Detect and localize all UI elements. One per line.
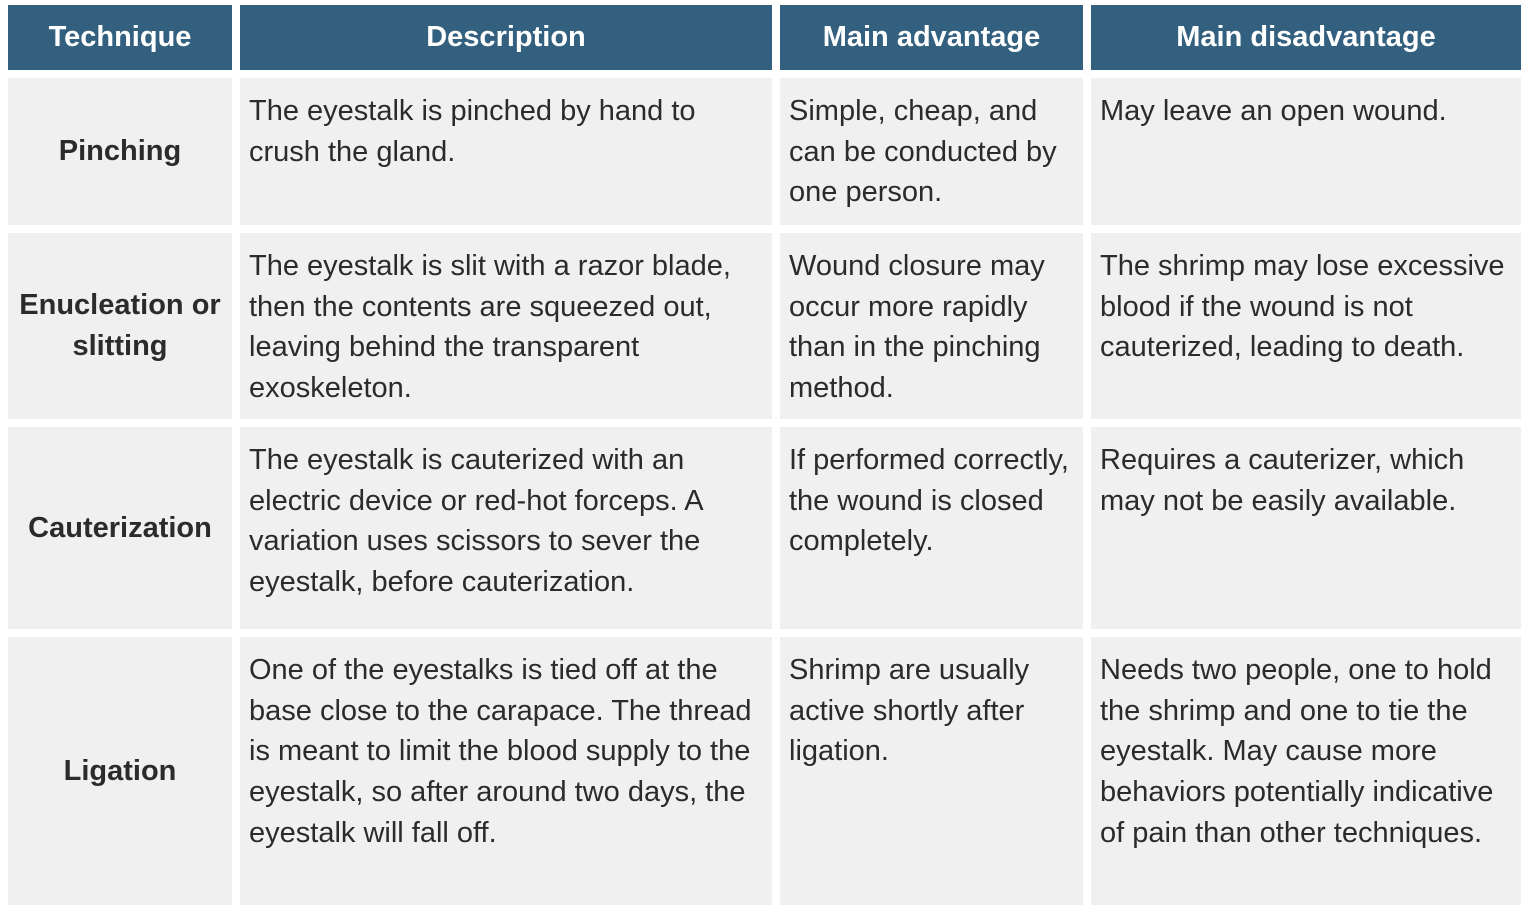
row-advantage-cell: Simple, cheap, and can be conducted by one person. <box>780 78 1083 225</box>
row-disadvantage-cell: Needs two people, one to hold the shrimp and one to tie the eyestalk. May cause more behaviors potentially indicative of pain than other techniques. <box>1091 637 1521 905</box>
comparison-table <box>8 5 1521 905</box>
row-advantage-cell: Wound closure may occur more rapidly than in the pinching method. <box>780 233 1083 419</box>
row-technique-cell: Enucleation or slitting <box>8 233 232 419</box>
row-advantage-cell: Shrimp are usually active shortly after ligation. <box>780 637 1083 905</box>
row-description-cell: The eyestalk is slit with a razor blade, then the contents are squeezed out, leaving behind the transparent exoskeleton. <box>240 233 772 419</box>
header-technique: Technique <box>8 5 232 70</box>
row-technique-cell: Ligation <box>8 637 232 905</box>
header-description: Description <box>240 5 772 70</box>
row-description-cell: The eyestalk is cauterized with an electric device or red-hot forceps. A variation uses scissors to sever the eyestalk, before cauterization. <box>240 427 772 629</box>
header-main-advantage: Main advantage <box>780 5 1083 70</box>
row-advantage-cell: If performed correctly, the wound is closed completely. <box>780 427 1083 629</box>
row-description-cell: The eyestalk is pinched by hand to crush the gland. <box>240 78 772 225</box>
row-description-cell: One of the eyestalks is tied off at the base close to the carapace. The thread is meant to limit the blood supply to the eyestalk, so after around two days, the eyestalk will fall off. <box>240 637 772 905</box>
row-technique-cell: Cauterization <box>8 427 232 629</box>
row-disadvantage-cell: Requires a cauterizer, which may not be easily available. <box>1091 427 1521 629</box>
row-disadvantage-cell: The shrimp may lose excessive blood if the wound is not cauterized, leading to death. <box>1091 233 1521 419</box>
row-disadvantage-cell: May leave an open wound. <box>1091 78 1521 225</box>
row-technique-cell: Pinching <box>8 78 232 225</box>
header-main-disadvantage: Main disadvantage <box>1091 5 1521 70</box>
